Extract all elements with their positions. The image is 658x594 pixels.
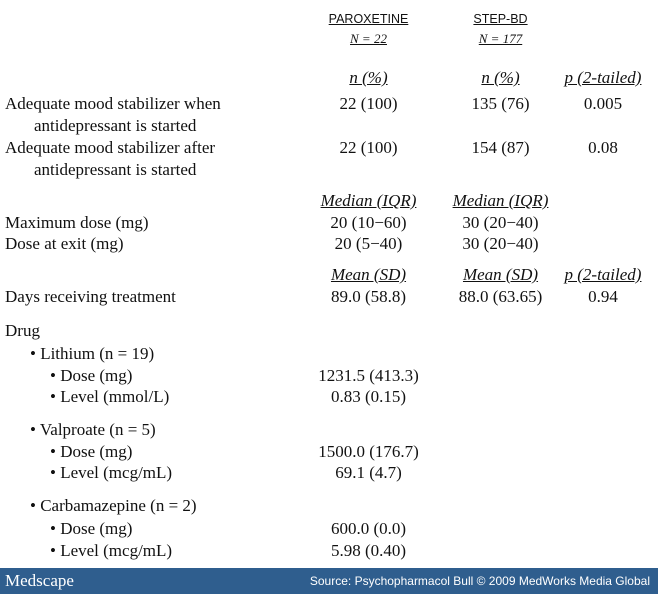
drug-carbamazepine-dose-label: • Dose (mg) [50,519,133,538]
drug-heading: Drug [5,321,40,340]
subheader-n-pct-paroxetine: n (%) [349,68,388,87]
cell-adequate-after-stepbd: 154 (87) [471,138,530,157]
cell-adequate-when-stepbd: 135 (76) [471,94,530,113]
row-label-dose-exit: Dose at exit (mg) [5,234,124,253]
subheader-n-pct-stepbd: n (%) [481,68,520,87]
drug-valproate-level: 69.1 (4.7) [335,463,402,482]
drug-valproate-level-label: • Level (mcg/mL) [50,463,173,482]
footer-bar [0,568,658,594]
drug-valproate: • Valproate (n = 5) [30,420,156,439]
drug-valproate-dose-label: • Dose (mg) [50,442,133,461]
col-n-paroxetine: N = 22 [350,31,387,46]
cell-days-stepbd: 88.0 (63.65) [458,287,543,306]
cell-days-paroxetine: 89.0 (58.8) [330,287,407,306]
subheader-p-value: p (2-tailed) [564,68,642,87]
row-label-adequate-after-1: Adequate mood stabilizer after [5,138,216,157]
drug-valproate-dose: 1500.0 (176.7) [318,442,419,461]
subheader-median-paroxetine: Median (IQR) [320,191,417,210]
col-header-stepbd: STEP-BD [473,12,528,26]
cell-days-p: 0.94 [588,287,618,306]
drug-lithium-level: 0.83 (0.15) [330,387,407,406]
row-label-adequate-when-1: Adequate mood stabilizer when [5,94,221,113]
col-header-paroxetine: PAROXETINE [328,12,409,26]
row-label-days: Days receiving treatment [5,287,176,306]
row-label-adequate-when-2: antidepressant is started [34,116,197,135]
subheader-p-value-2: p (2-tailed) [564,265,642,284]
cell-dose-exit-paroxetine: 20 (5−40) [334,234,403,253]
col-n-stepbd: N = 177 [478,31,523,46]
drug-lithium-level-label: • Level (mmol/L) [50,387,170,406]
drug-carbamazepine: • Carbamazepine (n = 2) [30,496,197,515]
subheader-median-stepbd: Median (IQR) [452,191,549,210]
subheader-mean-stepbd: Mean (SD) [462,265,539,284]
medscape-logo: Medscape [5,571,74,590]
drug-lithium: • Lithium (n = 19) [30,344,155,363]
cell-max-dose-paroxetine: 20 (10−60) [330,213,407,232]
row-label-max-dose: Maximum dose (mg) [5,213,149,232]
drug-lithium-dose-label: • Dose (mg) [50,366,133,385]
cell-adequate-after-p: 0.08 [588,138,618,157]
row-label-adequate-after-2: antidepressant is started [34,160,197,179]
cell-adequate-when-paroxetine: 22 (100) [339,94,398,113]
subheader-mean-paroxetine: Mean (SD) [330,265,407,284]
drug-carbamazepine-level-label: • Level (mcg/mL) [50,541,173,560]
cell-adequate-after-paroxetine: 22 (100) [339,138,398,157]
drug-carbamazepine-dose: 600.0 (0.0) [330,519,407,538]
drug-carbamazepine-level: 5.98 (0.40) [330,541,407,560]
drug-lithium-dose: 1231.5 (413.3) [318,366,419,385]
cell-dose-exit-stepbd: 30 (20−40) [462,234,539,253]
source-credit: Source: Psychopharmacol Bull © 2009 MedWorks Media Global [309,574,650,588]
cell-adequate-when-p: 0.005 [583,94,623,113]
cell-max-dose-stepbd: 30 (20−40) [462,213,539,232]
